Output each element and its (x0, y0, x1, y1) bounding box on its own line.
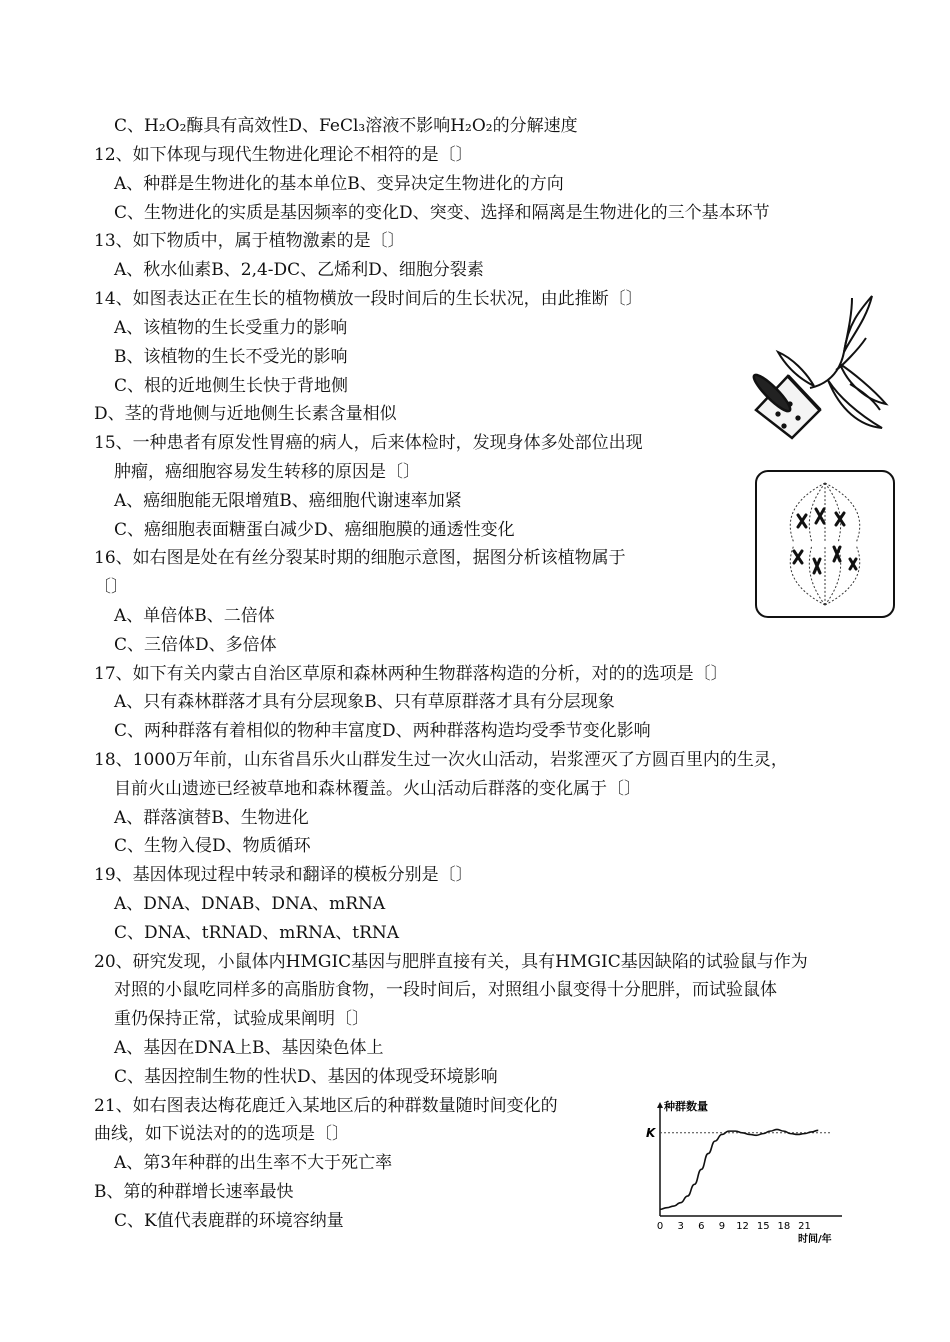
question-21: 21、如右图表达梅花鹿迁入某地区后的种群数量随时间变化的 (94, 1096, 558, 1116)
population-chart (636, 1096, 850, 1246)
x-tick-label: 15 (756, 1221, 770, 1232)
option-line: C、DNA、tRNAD、mRNA、tRNA (114, 923, 400, 943)
question-20: 20、研究发现，小鼠体内HMGIC基因与肥胖直接有关，具有HMGIC基因缺陷的试验鼠与作为 (94, 952, 808, 972)
option-line: A、该植物的生长受重力的影响 (114, 318, 348, 338)
k-label: K (646, 1125, 656, 1140)
option-line: B、该植物的生长不受光的影响 (114, 347, 348, 367)
y-axis-label: 种群数量 (664, 1100, 708, 1113)
cell-figure (754, 469, 896, 619)
option-line: A、种群是生物进化的基本单位B、变异决定生物进化的方向 (114, 174, 564, 194)
x-tick-label: 12 (736, 1221, 749, 1232)
option-line: C、生物进化的实质是基因频率的变化D、突变、选择和隔离是生物进化的三个基本环节 (114, 203, 770, 223)
option-line: C、癌细胞表面糖蛋白减少D、癌细胞膜的通透性变化 (114, 520, 515, 540)
question-19: 19、基因体现过程中转录和翻译的模板分别是〔〕 (94, 865, 473, 885)
option-line: C、根的近地侧生长快于背地侧 (114, 376, 349, 396)
text-line: 〔〕 (94, 577, 128, 597)
option-line: C、基因控制生物的性状D、基因的体现受环境影响 (114, 1067, 498, 1087)
x-tick-label: 9 (718, 1221, 726, 1232)
question-13: 13、如下物质中，属于植物激素的是〔〕 (94, 231, 405, 251)
option-line: B、第的种群增长速率最快 (94, 1182, 294, 1202)
text-line: 肿瘤，癌细胞容易发生转移的原因是〔〕 (114, 462, 420, 482)
option-line: A、群落演替B、生物进化 (114, 808, 309, 828)
option-line: D、茎的背地侧与近地侧生长素含量相似 (94, 404, 397, 424)
text-line: 对照的小鼠吃同样多的高脂肪食物，一段时间后，对照组小鼠变得十分肥胖，而试验鼠体 (114, 980, 777, 1000)
option-line: C、K值代表鹿群的环境容纳量 (114, 1211, 344, 1231)
question-14: 14、如图表达正在生长的植物横放一段时间后的生长状况，由此推断〔〕 (94, 289, 643, 309)
question-12: 12、如下体现与现代生物进化理论不相符的是〔〕 (94, 145, 473, 165)
option-line: C、三倍体D、多倍体 (114, 635, 277, 655)
x-tick-label: 21 (798, 1221, 811, 1232)
x-tick-label: 0 (656, 1221, 664, 1232)
question-17: 17、如下有关内蒙古自治区草原和森林两种生物群落构造的分析，对的的选项是〔〕 (94, 664, 728, 684)
population-curve (660, 1129, 818, 1209)
option-line: A、癌细胞能无限增殖B、癌细胞代谢速率加紧 (114, 491, 462, 511)
text-line: 曲线，如下说法对的的选项是〔〕 (94, 1124, 349, 1144)
text-line: C、H₂O₂酶具有高效性D、FeCl₃溶液不影响H₂O₂的分解速度 (114, 116, 578, 136)
option-line: C、生物入侵D、物质循环 (114, 836, 311, 856)
chart-series (660, 1129, 832, 1209)
x-tick-label: 18 (777, 1221, 791, 1232)
question-16: 16、如右图是处在有丝分裂某时期的细胞示意图，据图分析该植物属于 (94, 548, 626, 568)
text-line: 目前火山遗迹已经被草地和森林覆盖。火山活动后群落的变化属于〔〕 (114, 779, 641, 799)
option-line: A、基因在DNA上B、基因染色体上 (114, 1038, 384, 1058)
option-line: A、只有森林群落才具有分层现象B、只有草原群落才具有分层现象 (114, 692, 615, 712)
option-line: C、两种群落有着相似的物种丰富度D、两种群落构造均受季节变化影响 (114, 721, 651, 741)
question-18: 18、1000万年前，山东省昌乐火山群发生过一次火山活动，岩浆湮灭了方圆百里内的生灵， (94, 750, 788, 770)
chart-ticks (657, 1221, 811, 1232)
x-axis-label: 时间/年 (798, 1234, 832, 1245)
y-axis-arrow (657, 1102, 663, 1108)
x-tick-label: 3 (677, 1221, 684, 1232)
plant-figure (748, 292, 898, 442)
option-line: A、秋水仙素B、2,4-DC、乙烯利D、细胞分裂素 (114, 260, 484, 280)
option-line: A、单倍体B、二倍体 (114, 606, 275, 626)
text-line: 重仍保持正常，试验成果阐明〔〕 (114, 1009, 369, 1029)
tipped-pot-icon (750, 371, 820, 438)
option-line: A、第3年种群的出生率不大于死亡率 (114, 1153, 393, 1173)
question-15: 15、一种患者有原发性胃癌的病人，后来体检时，发现身体多处部位出现 (94, 433, 643, 453)
option-line: A、DNA、DNAB、DNA、mRNA (114, 894, 386, 914)
x-tick-label: 6 (698, 1221, 705, 1232)
